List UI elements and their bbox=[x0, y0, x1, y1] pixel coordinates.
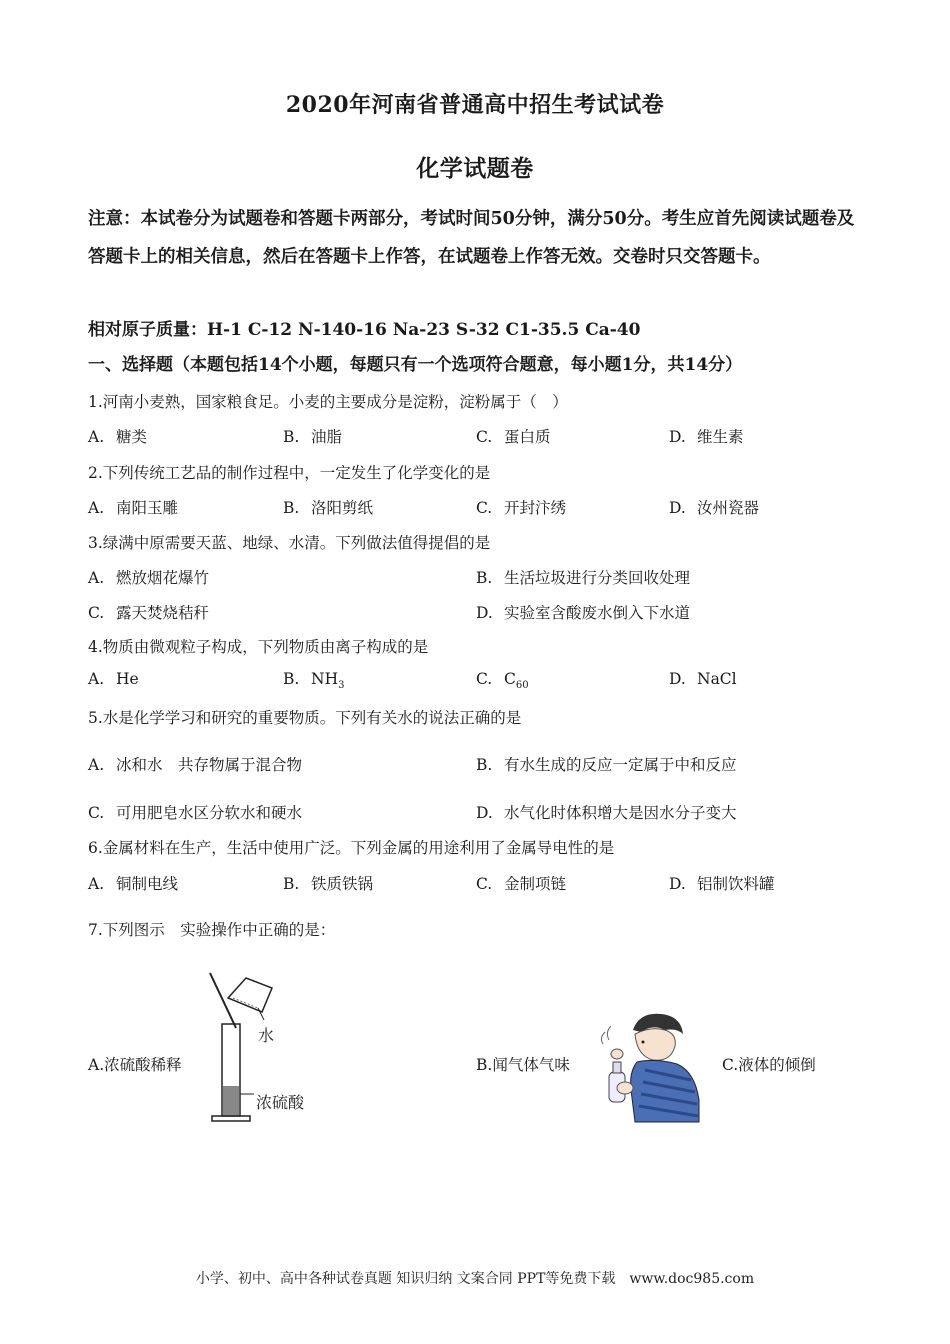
q6-option-d[interactable]: D. 铝制饮料罐 bbox=[669, 875, 775, 893]
q4-option-a[interactable]: A. He bbox=[88, 670, 139, 688]
q5-option-d[interactable]: D. 水气化时体积增大是因水分子变大 bbox=[476, 804, 737, 822]
q2-option-d[interactable]: D. 汝州瓷器 bbox=[669, 499, 760, 517]
q6-option-c[interactable]: C. 金制项链 bbox=[476, 875, 567, 893]
q3-option-a[interactable]: A. 燃放烟花爆竹 bbox=[88, 569, 210, 587]
q1-option-b[interactable]: B. 油脂 bbox=[283, 428, 343, 446]
q1-option-a[interactable]: A. 糖类 bbox=[88, 428, 148, 446]
acid-label: 浓硫酸 bbox=[256, 1093, 305, 1112]
q2-option-c[interactable]: C. 开封汴绣 bbox=[476, 499, 567, 517]
smell-gas-figure bbox=[595, 1010, 705, 1125]
question-2-stem: 2.下列传统工艺品的制作过程中，一定发生了化学变化的是 bbox=[88, 464, 491, 482]
q4-option-c[interactable]: C. $C_{60}$ bbox=[476, 670, 529, 692]
question-5-stem: 5.水是化学学习和研究的重要物质。下列有关水的说法正确的是 bbox=[88, 709, 522, 727]
question-1-stem: 1.河南小麦熟，国家粮食足。小麦的主要成分是淀粉，淀粉属于（ ） bbox=[88, 393, 568, 411]
q4-option-d[interactable]: D. NaCl bbox=[669, 670, 737, 688]
q5-option-a[interactable]: A. 冰和水 共存物属于混合物 bbox=[88, 756, 303, 774]
q1-option-d[interactable]: D. 维生素 bbox=[669, 428, 744, 446]
q3-option-b[interactable]: B. 生活垃圾进行分类回收处理 bbox=[476, 569, 691, 587]
section-heading: 一、选择题（本题包括14个小题，每题只有一个选项符合题意，每小题1分，共14分） bbox=[88, 355, 743, 375]
question-7-stem: 7.下列图示 实验操作中正确的是： bbox=[88, 921, 336, 939]
q1-option-c[interactable]: C. 蛋白质 bbox=[476, 428, 551, 446]
cylinder-dilution-figure bbox=[200, 968, 325, 1128]
exam-title: 2020年河南省普通高中招生考试试卷 bbox=[285, 92, 665, 118]
q3-option-d[interactable]: D. 实验室含酸废水倒入下水道 bbox=[476, 604, 691, 622]
q3-option-c[interactable]: C. 露天焚烧秸秆 bbox=[88, 604, 210, 622]
q6-option-a[interactable]: A. 铜制电线 bbox=[88, 875, 179, 893]
q4-option-b[interactable]: B. $NH_3$ bbox=[283, 670, 345, 692]
q2-option-a[interactable]: A. 南阳玉雕 bbox=[88, 499, 179, 517]
exam-notice: 注意：本试卷分为试题卷和答题卡两部分，考试时间50分钟，满分50分。考生应首先阅读试题卷及答题卡上的相关信息，然后在答题卡上作答，在试题卷上作答无效。交卷时只交答题卡。 bbox=[88, 209, 855, 267]
atomic-mass-line: 相对原子质量：H-1 C-12 N-140-16 Na-23 S-32 C1-35.5 Ca-40 bbox=[88, 320, 641, 340]
q5-option-c[interactable]: C. 可用肥皂水区分软水和硬水 bbox=[88, 804, 303, 822]
question-3-stem: 3.绿满中原需要天蓝、地绿、水清。下列做法值得提倡的是 bbox=[88, 534, 491, 552]
q7-option-a[interactable]: A.浓硫酸稀释 bbox=[88, 1056, 182, 1074]
exam-subtitle: 化学试题卷 bbox=[416, 155, 534, 182]
q5-option-b[interactable]: B. 有水生成的反应一定属于中和反应 bbox=[476, 756, 737, 774]
q7-option-b[interactable]: B.闻气体气味 bbox=[476, 1056, 570, 1074]
pouring-beaker bbox=[228, 978, 272, 1012]
q2-option-b[interactable]: B. 洛阳剪纸 bbox=[283, 499, 374, 517]
child-face bbox=[635, 1029, 675, 1061]
q6-option-b[interactable]: B. 铁质铁锅 bbox=[283, 875, 374, 893]
acid-liquid bbox=[223, 1086, 239, 1116]
question-6-stem: 6.金属材料在生产，生活中使用广泛。下列金属的用途利用了金属导电性的是 bbox=[88, 839, 615, 857]
page-footer: 小学、初中、高中各种试卷真题 知识归纳 文案合同 PPT等免费下载 www.doc985.com bbox=[195, 1271, 755, 1287]
question-4-stem: 4.物质由微观粒子构成，下列物质由离子构成的是 bbox=[88, 638, 429, 656]
water-label: 水 bbox=[258, 1026, 275, 1045]
glass-rod bbox=[210, 973, 236, 1028]
q7-option-c[interactable]: C.液体的倾倒 bbox=[722, 1056, 816, 1074]
